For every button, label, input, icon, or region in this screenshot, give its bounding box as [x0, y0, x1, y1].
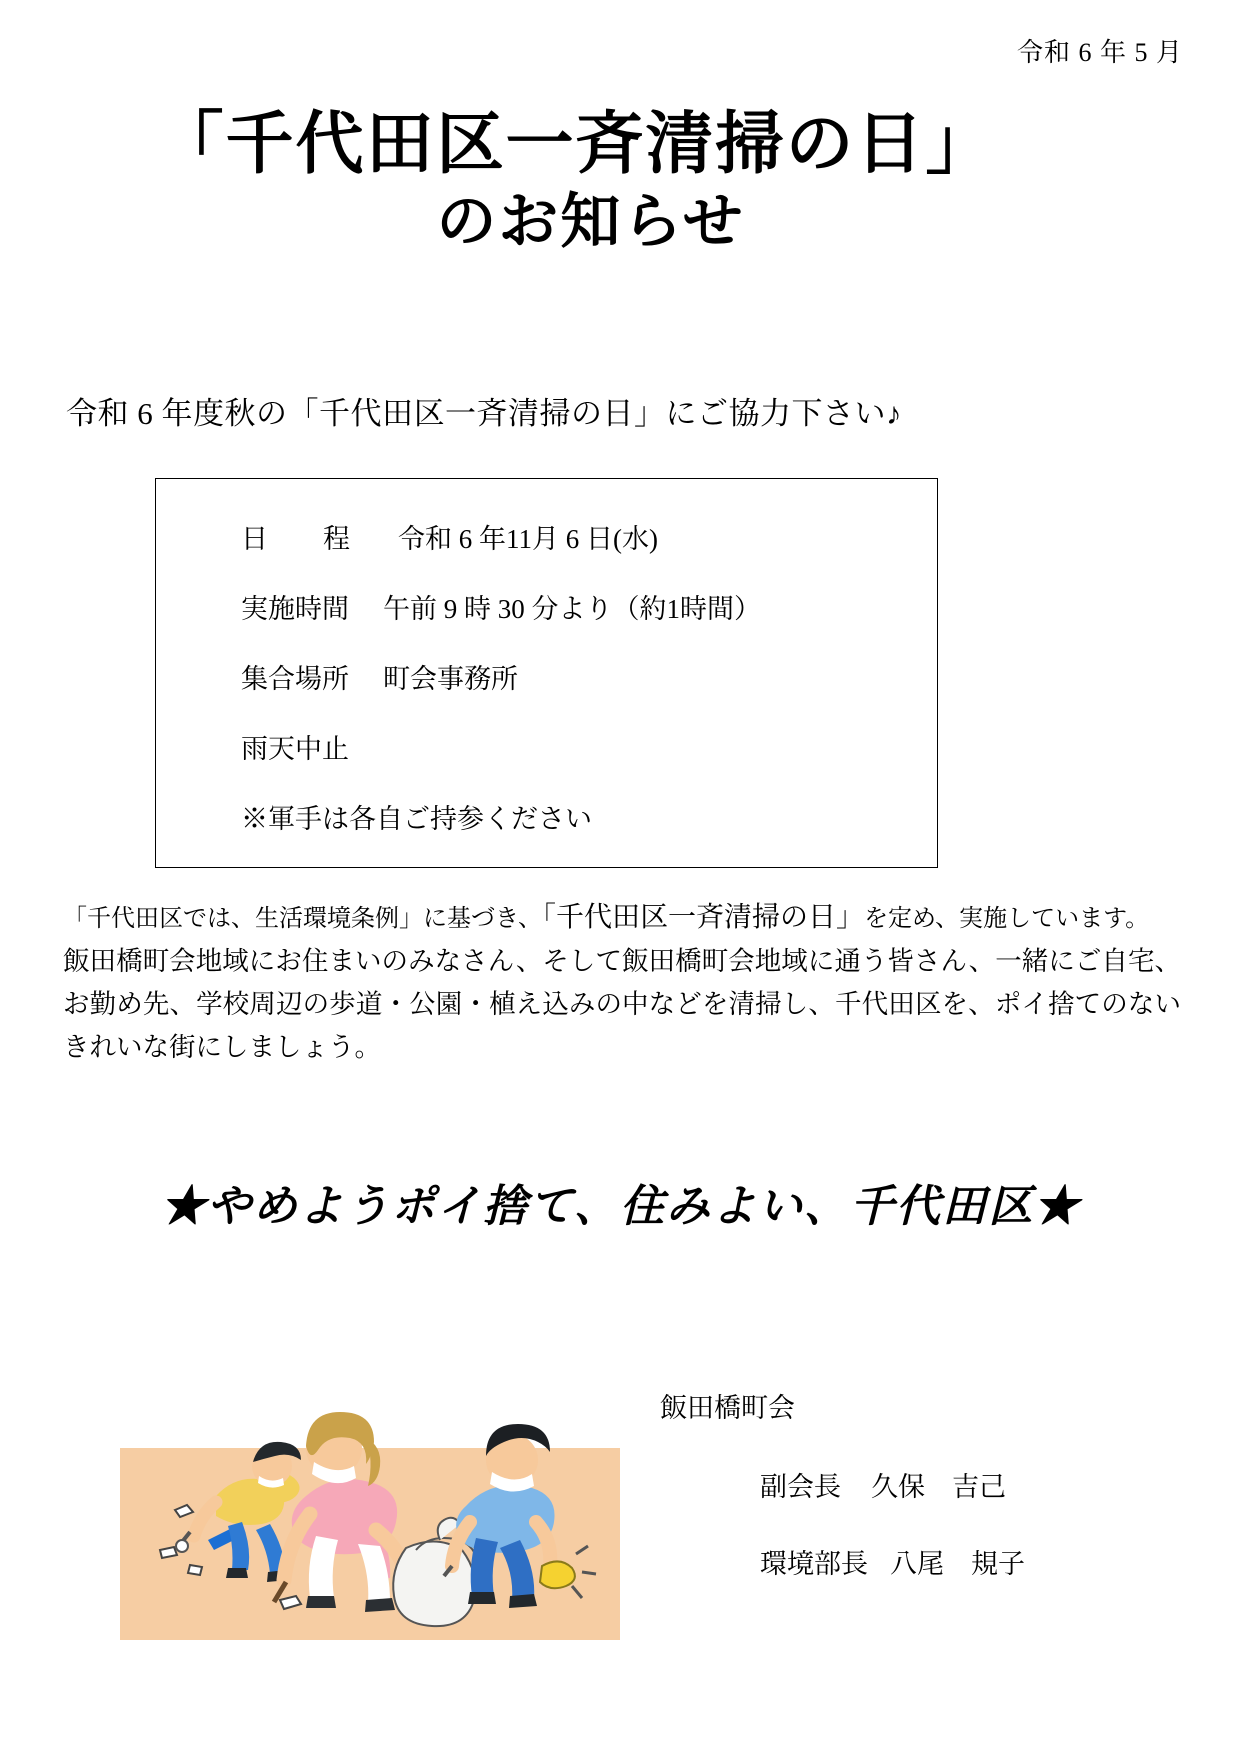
- issue-date: 令和 6 年 5 月: [1016, 38, 1183, 67]
- signature-role-1: 副会長: [760, 1472, 841, 1502]
- detail-row-rain: [241, 727, 349, 766]
- detail-label-note: ※軍手は各自ご持参ください: [241, 804, 592, 834]
- cleanup-illustration: [120, 1300, 620, 1640]
- detail-value-schedule: 令和 6 年11月 6 日(水): [398, 524, 658, 554]
- signature-name-1: 久保 吉己: [871, 1472, 1006, 1502]
- paragraph-1: [63, 895, 1181, 940]
- paragraph-1-part-3: を定め、実施しています。: [864, 906, 1150, 932]
- slogan: ★やめようポイ捨て、住みよい、千代田区★: [160, 1182, 1081, 1231]
- detail-row-note: [241, 797, 592, 836]
- detail-row-time: [241, 587, 761, 626]
- event-details-box: [155, 478, 938, 868]
- detail-value-place: 町会事務所: [383, 664, 518, 694]
- page-title: [0, 105, 1241, 261]
- body-text: [63, 895, 1181, 1069]
- detail-row-place: [241, 657, 518, 696]
- signature-entry-1: [760, 1474, 1025, 1501]
- detail-label-place: 集合場所: [241, 664, 349, 694]
- signature-entry-2: [760, 1551, 1025, 1578]
- paragraph-2: 飯田橋町会地域にお住まいのみなさん、そして飯田橋町会地域に通う皆さん、一緒にご自宅、お勤め先、学校周辺の歩道・公園・植え込みの中などを清掃し、千代田区を、ポイ捨てのないきれいな街にしましょう。: [63, 946, 1181, 1063]
- subtitle: 令和 6 年度秋の「千代田区一斉清掃の日」にご協力下さい♪: [66, 396, 902, 431]
- signature-name-2: 八尾 規子: [890, 1549, 1025, 1579]
- paragraph-1-part-1: 「千代田区では、生活環境条例」に基づき、: [63, 906, 543, 932]
- detail-label-schedule: 日 程: [241, 524, 364, 554]
- detail-label-time: 実施時間: [241, 594, 349, 624]
- title-line-1: 「千代田区一斉清掃の日」: [155, 106, 996, 182]
- detail-row-schedule: [241, 517, 658, 556]
- detail-label-rain: 雨天中止: [241, 734, 349, 764]
- paragraph-1-part-2: 「千代田区一斉清掃の日」: [542, 902, 865, 933]
- signature-organization: 飯田橋町会: [660, 1393, 795, 1423]
- detail-value-time: 午前 9 時 30 分より（約1時間）: [383, 594, 761, 624]
- title-line-2: のお知らせ: [436, 189, 745, 256]
- illustration-svg: [120, 1300, 620, 1640]
- signature-block: [660, 1395, 1025, 1628]
- signature-role-2: 環境部長: [760, 1549, 868, 1579]
